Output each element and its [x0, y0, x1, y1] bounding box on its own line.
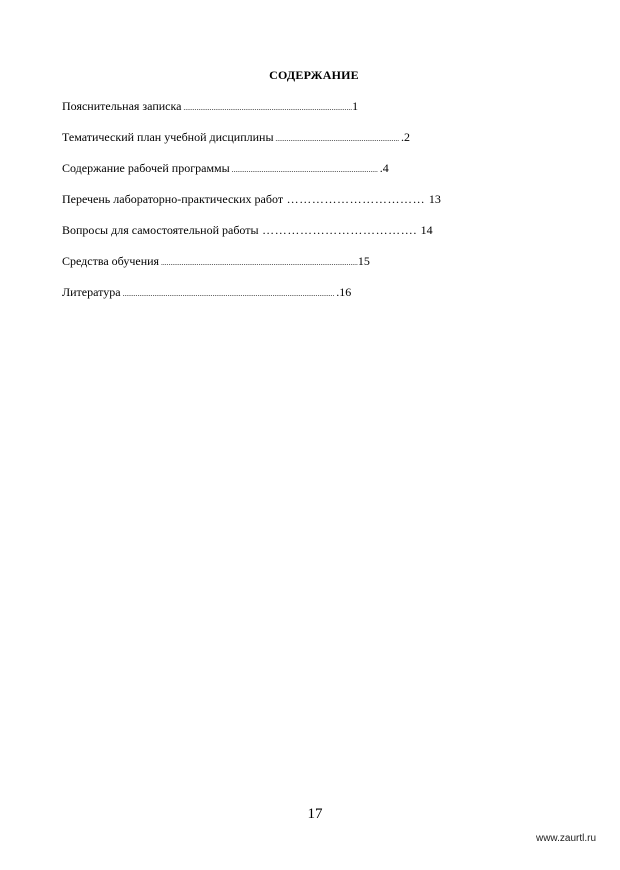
toc-entry-label: Тематический план учебной дисциплины: [62, 130, 274, 144]
toc-dot-leader: .........................................................................................................: [159, 258, 358, 267]
toc-entry-self-study-questions: [62, 222, 482, 253]
toc-entry-explanatory-note: [62, 98, 482, 129]
toc-entry-label: Перечень лабораторно-практических работ: [62, 192, 284, 206]
toc-entry-label: Содержание рабочей программы: [62, 161, 230, 175]
site-watermark: www.zaurtl.ru: [535, 833, 596, 844]
toc-entry-page: .4: [379, 161, 389, 175]
table-of-contents: [62, 98, 482, 315]
toc-entry-label: Литература: [62, 285, 121, 299]
toc-entry-literature: [62, 284, 482, 315]
toc-entry-page: 14: [420, 223, 433, 237]
toc-entry-label: Вопросы для самостоятельной работы: [62, 223, 259, 237]
toc-dot-leader: ..................................................................: [273, 134, 402, 143]
toc-heading: СОДЕРЖАНИЕ: [269, 68, 359, 82]
toc-entry-learning-tools: [62, 253, 482, 284]
toc-entry-page: 13: [428, 192, 441, 206]
toc-dot-leader: ..........................................................................................: [181, 103, 353, 112]
toc-entry-lab-works: [62, 191, 482, 222]
toc-entry-program-content: [62, 160, 482, 191]
toc-dot-leader: ……………………………….: [258, 223, 421, 237]
toc-dot-leader: ……………………………: [283, 192, 429, 206]
toc-dot-leader: .................................................................................................................: [120, 289, 337, 298]
toc-dot-leader: ..............................................................................: [229, 165, 380, 174]
toc-entry-label: Пояснительная записка: [62, 99, 182, 113]
page-number: 17: [307, 806, 323, 822]
toc-entry-page: .2: [401, 130, 411, 144]
toc-entry-thematic-plan: [62, 129, 482, 160]
toc-entry-label: Средства обучения: [62, 254, 160, 268]
toc-entry-page: 15: [357, 254, 370, 268]
toc-entry-page: 1: [352, 99, 359, 113]
toc-entry-page: .16: [336, 285, 352, 299]
